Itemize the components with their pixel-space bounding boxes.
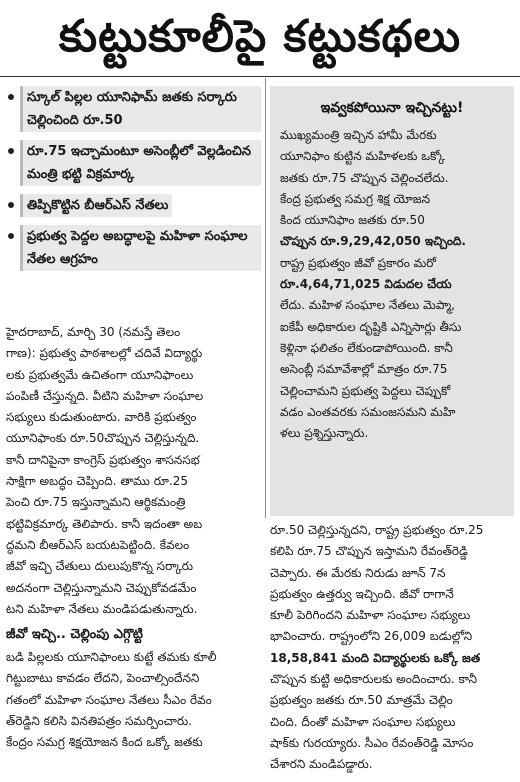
- article-line: చొప్పున కుట్టి అధికారులకు అందించారు. కానీ: [270, 672, 478, 687]
- section-subheading: జీవో ఇచ్చి.. చెల్లింపు ఎగ్గొట్టి: [6, 627, 143, 642]
- box-line: రూ.4,64,71,025 విడుదల చేయ: [280, 277, 452, 292]
- article-line: చెప్పారు. ఈ మేరకు నిరుడు జూన్ 7న: [270, 565, 446, 580]
- highlight-item: [6, 225, 261, 271]
- box-line: ఐకేపీ అధికారుల దృష్టికి ఎన్నిసార్లు తీసు: [280, 319, 462, 334]
- box-line: వడం ఎంతవరకు సమంజసమని మహి: [280, 404, 456, 419]
- article-line: భావించారు. రాష్ట్రంలోని 26,009 బడుల్లోని: [270, 629, 473, 644]
- article-column-left-top: [6, 322, 261, 620]
- highlights-list: [6, 86, 261, 279]
- highlight-text: రూ.75 ఇచ్చామంటూ అసెంబ్లీలో వెల్లడించిన మంత్రి భట్టి విక్రమార్క: [20, 140, 261, 186]
- bullet-icon: [8, 233, 14, 239]
- article-line: షాక్‌కు గురయ్యారు. సీఎం రేవంత్‌రెడ్డి మోసం: [270, 735, 474, 750]
- box-line: రాష్ట్ర ప్రభుత్వం జీవో ప్రకారం మరో: [280, 255, 436, 270]
- article-line: కానీ దానిపైనా కాంగ్రెస్ ప్రభుత్వం శాసనసభ: [6, 452, 200, 467]
- bullet-icon: [8, 94, 14, 100]
- highlight-text: స్కూల్ పిల్లల యూనిఫామ్ జతకు సర్కారు చెల్లించింది రూ.50: [20, 86, 261, 132]
- article-line: భట్టివిక్రమార్క తెలిపారు. కానీ ఇదంతా అబ: [6, 516, 203, 531]
- box-line: చెల్లించామని ప్రభుత్వ పెద్దలు చెప్పుకో: [280, 383, 451, 398]
- highlight-text: ప్రభుత్వ పెద్దల అబద్ధాలపై మహిళా సంఘాల నేతల ఆగ్రహం: [20, 225, 261, 271]
- box-line: కింద యూనిఫాం జతకు రూ.50: [280, 213, 425, 228]
- article-line: గాణ): ప్రభుత్వ పాఠశాలల్లో చదివే విద్యార్థు: [6, 346, 203, 361]
- headline: కుట్టుకూలీపై కట్టుకథలు: [58, 11, 462, 62]
- article-line: బడి పిల్లలకు యూనిఫాంలు కుట్టే తమకు కూలీ: [6, 650, 217, 664]
- article-line: గతంలో మహిళా సంఘాల నేతలు సీఎం రేవం: [6, 692, 212, 707]
- article-line: చింది. దీంతో మహిళా సంఘాల సభ్యులు: [270, 714, 456, 729]
- bullet-icon: [8, 202, 14, 208]
- article-line: త్‌రెడ్డిని కలిసి వినతిపత్రం సమర్పించారు.: [6, 713, 192, 728]
- article-line: జీవో ఇచ్చి చేతులు దులుపుకొన్న సర్కారు: [6, 559, 194, 574]
- article-line: రూ.50 చెల్లిస్తున్నదని, రాష్ట్ర ప్రభుత్వం రూ.25: [270, 523, 484, 537]
- article-column-right: [270, 520, 514, 776]
- article-line: ద్ధమని బీఆర్ఎస్ బయటపెట్టింది. కేవలం: [6, 537, 190, 552]
- sidebar-box: [270, 86, 514, 516]
- highlight-item: [6, 194, 261, 217]
- article-line: కూలీ పెరిగిందని మహిళా సంఘాల సభ్యులు: [270, 608, 471, 623]
- box-line: జతకు రూ.75 చొప్పున చెల్లించలేదు.: [280, 170, 449, 185]
- box-line: కెళ్లినా ఫలితం లేకుండాపోయింది. కానీ: [280, 340, 453, 355]
- box-line: ళలు ప్రశ్నిస్తున్నారు.: [280, 426, 369, 441]
- article-line: లకు ప్రభుత్వమే ఉచితంగా యూనిఫాంలు: [6, 367, 194, 382]
- article-line: ప్రభుత్వం ఉత్తర్వు ఇచ్చింది. జీవో రాగానే: [270, 586, 454, 601]
- box-line: అసెంబ్లీ సమావేశాల్లో మాత్రం రూ.75: [280, 362, 448, 377]
- article-line: పంపిణీ చేస్తున్నది. వీటిని మహిళా సంఘాల: [6, 388, 204, 403]
- article-line: కలిపి రూ.75 చొప్పున ఇస్తామని రేవంత్‌రెడ్డి: [270, 544, 468, 559]
- box-line: లేదు. మహిళ సంఘాల నేతలు మెప్మా,: [280, 298, 456, 313]
- article-line: సాక్షిగా అబద్ధం చెప్పింది. తాము రూ.25: [6, 474, 188, 489]
- highlight-text: తిప్పికొట్టిన బీఆర్ఎస్ నేతలు: [20, 194, 172, 217]
- headline-rule: [0, 76, 520, 77]
- article-line: యూనిఫాంకు రూ.50చొప్పున చెల్లిస్తున్నది.: [6, 431, 200, 446]
- article-line: టని మహిళా నేతలు మండిపడుతున్నారు.: [6, 601, 198, 616]
- box-line: కేంద్ర ప్రభుత్వ సమగ్ర శిక్ష యోజన: [280, 191, 430, 206]
- box-line: యూనిఫాం కుట్టిన మహిళలకు ఒక్కో: [280, 149, 446, 164]
- article-line: గిట్టుబాటు కావడం లేదని, పెంచాల్సిందేనని: [6, 671, 200, 686]
- article-line: హైదరాబాద్, మార్చి 30 (నమస్తే తెలం: [6, 325, 181, 339]
- column-divider: [265, 78, 266, 518]
- bullet-icon: [8, 148, 14, 154]
- article-line: 18,58,841 మంది విద్యార్థులకు ఒక్కో జత: [270, 650, 481, 665]
- highlight-item: [6, 86, 261, 132]
- sidebar-box-title: ఇవ్వకపోయినా ఇచ్చినట్టు!: [320, 100, 464, 116]
- box-line: చొప్పున రూ.9,29,42,050 ఇచ్చింది.: [280, 234, 466, 249]
- article-column-left-bottom: [6, 620, 261, 753]
- highlight-item: [6, 140, 261, 186]
- article-line: కేంద్రం సమగ్ర శిక్షయోజన కింద ఒక్కో జతకు: [6, 735, 203, 750]
- article-line: సభ్యులు కుడుతుంటారు. వారికి ప్రభుత్వం: [6, 410, 197, 425]
- article-line: పెంచి రూ.75 ఇస్తున్నామని ఆర్థికమంత్రి: [6, 495, 186, 510]
- box-line: ముఖ్యమంత్రి ఇచ్చిన హామీ మేరకు: [280, 128, 437, 142]
- article-line: చేశారని మండిపడ్డారు.: [270, 757, 373, 772]
- article-line: అదనంగా చెల్లిస్తున్నామని చెప్పుకోవడమేం: [6, 580, 197, 595]
- article-line: ప్రభుత్వం జతకు రూ.50 మాత్రమే చెల్లిం: [270, 693, 453, 708]
